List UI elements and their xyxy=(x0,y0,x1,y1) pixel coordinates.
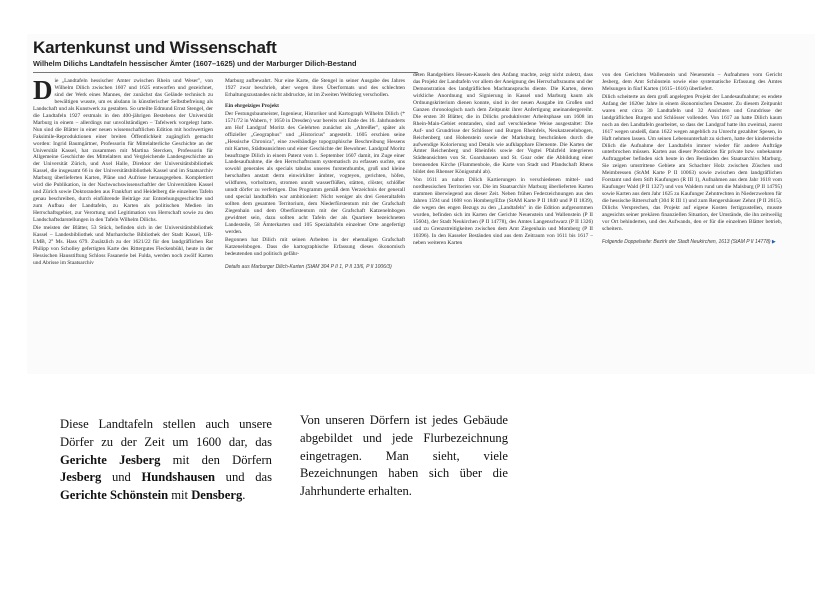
column-4-paragraph-1: von den Gerichten Wallenstein und Neuenstein – Aufnahmen vom Gericht Jesberg, dem Amt Schönstein sowie eine systematische Erfassung des Amtes Melsungen in fünf Karten (1615–1616) überliefert. xyxy=(602,72,782,92)
place-densberg: Densberg xyxy=(191,488,243,503)
next-page-caption: Folgende Doppelseite: Bezirk der Stadt Neukirchen, 1613 (StAM P II 14778) ▶ xyxy=(602,238,776,245)
place-jesberg: Jesberg xyxy=(60,470,102,485)
paragraph-buildings: Von unseren Dörfern ist jedes Gebäude abgebildet und jede Flurbezeichnung eingetragen. Man sieht, viele Bezeichnungen haben sich über die Jahrhunderte erhalten. xyxy=(300,413,508,499)
article-column-2 xyxy=(225,78,405,366)
arrow-right-icon: ▶ xyxy=(771,238,776,245)
image-caption: Details aus Marburger Dilich-Karten (StAM 304 P II 1, P II 13/6, P II 1006/3) xyxy=(225,263,392,270)
title-rule xyxy=(33,72,418,73)
article-column-1 xyxy=(33,78,213,366)
column-1-paragraph-2: Die meisten der Blätter, 53 Stück, befinden sich in der Universitätsbibliothek Kassel – Landesbibliothek und Murhardsche Bibliothek der Stadt Kassel, UB-LMB, 2° Ms. Hass 679. Zusätzlich zu der 1621/22 für den landgräflichen Rat Philipp von Scholley gefertigten Karte des Rittergutes Fleckenbühl, heute in der Hessischen Hausstiftung Schloss Fasanerie bei Fulda, werden noch zwölf Karten und Abrisse im Staatsarchiv xyxy=(33,225,213,266)
column-2-paragraph-3: Begonnen hat Dilich mit seinen Arbeiten in der ehemaligen Grafschaft Katzenelnbogen. Dass die kartographische Erfassung dieses ökonomisch bedeutenden und politisch gefähr- xyxy=(225,236,405,257)
article-column-3 xyxy=(413,72,593,368)
article-column-4 xyxy=(602,72,782,368)
column-2-paragraph-2: Der Festungsbaumeister, Ingenieur, Historiker und Kartograph Wilhelm Dilich (* 1571/72 in Wabern, † 1650 in Dresden) war bereits seit Ende des 16. Jahrhunderts am Hof Landgraf Moritz des Gelehrten zunächst als „Abreißer", später als offizieller „Geographus" und „Historicus" angestellt. 1605 erschien seine „Hessische Chronica", eine zweibändige topographische Beschreibung Hessens mit Karten, Städteansichten und einer Geschichte der Bewohner. Landgraf Moritz beauftragte Dilich in einem Patent vom 1. September 1607 damit, im Zuge einer Landesaufnahme, die den Herrschaftsraum systematisch zu erfassen suchte, uns sowohl generales als specials tabulas unseres furstenthumbs, groß und kleine herschaften anstatt derm einwirkliter ämbter, vogteyen, gerichten, höfen, wildfuren, vorholtzern, stromen unndt wasserflüßen, stätten, clöster, schlößer unndt dörfer zu verfertigen. Das Programm gemäß dem Verzeichnis der generall und special landtaffeln war ambitioniert: Nicht weniger als drei Generaltafeln sollten dem gesamten Territorium, dem Niederfürstentum mit der Grafschaft Ziegenhain und dem Oberfürstentum mit der Grafschaft Katzenelnbogen gewidmet sein, dazu sollten acht Tafeln der als Quartiere bezeichneten Landesteile, 58 Ämterkarten und 105 Spezialtafeln einzelner Orte angefertigt werden. xyxy=(225,110,405,236)
article-subtitle: Wilhelm Dilichs Landtafeln hessischer Ämter (1607–1625) und der Marburger Dilich-Bestand xyxy=(33,59,357,68)
place-hundshausen: Hundshausen xyxy=(141,470,215,485)
place-gerichte-schoenstein: Gerichte Schönstein xyxy=(60,488,169,503)
drop-cap: D xyxy=(33,78,53,105)
column-4-paragraph-2: Dilich scheiterte an dem groß angelegten Projekt der Landesaufnahme; es endete Anfang der 1620er Jahre in einem ökonomischen Desaster. Zu diesem Zeitpunkt waren erst circa 30 Landtafeln und 32 Ansichten und Grundrisse der landgräflichen Burgen und Schlösser vollendet. Von 1617 an hatte Dilich kaum noch an den Landtafeln gearbeitet, so dass der Landgraf hatte ihn zweimal, zuerst 1617 wegen unsleiß, dann 1622 wegen angeblich zu Unrecht gezahlter Spesen, in Haft nehmen lassen. Um seinen Lebensunterhalt zu sichern, hatte der kinderreiche Dilich die Aufnahme der Landtafeln immer wieder für andere Aufträge unterbrochen müssen. Karten aus dieser Produktion für private bzw. unbekannte Auftraggeber befinden sich heute in den Beständen des Staatsarchivs Marburg. Sie zeigen umstrittene Gebiete am Schachter Holz zwischen Züschen und Meimbressen (StAM Karte P II 10063) sowie zwischen dem landgräflichen Forstamt und dem Stift Kaufungen (R III 1), Aufnahmen aus dem Jahr 1618 vom Kaufunger Wald (P II 1327) und von Waldern rund um die Malsburg (P II 14795) sowie Karten aus dem Jahr 1625 zu Kaufunger Zehntrechten in Niederzwehren für die hessische Ritterschaft (304 R III 1) und zum Rengershäuser Zehnt (P II 2615). Dilichs Versprechen, das Projekt auf eigene Kosten fertigzustellen, musste angesichts seiner prekären finanziellen Situation, der Umstände, die ihn zeitweilig vor Ort behinderten, und des Aufwands, den er für die einzelnen Blätter betrieb, scheitern. xyxy=(602,93,782,232)
column-1-paragraph-1: Die „Landtafeln hessischer Ämter zwischen Rhein und Weser", von Wilhelm Dilich zwischen 1607 und 1625 entworfen und gezeichnet, sind der Werk eines Mannes, der zunächst das Gelände technisch zu bewältigen wusste, um es alsdann in künstlerischer Selbstbefreiung als Landschaft und als Kunstwerk zu gestalten. So urteilte Edmund Ernst Stengel, der die Landtafeln 1927 erstmals in den 400-jährigen Bestehens der Universität Marburg in einem – allerdings nur unvollständigen – Tafelwerk vorgelegt hatte. Nun sind die Blätter in einer neuen wissenschaftlichen Edition mit hochwertigen Faksimile-Reproduktionen einer breiten Öffentlichkeit zugänglich gemacht worden: Ingrid Baumgärtner, Professorin für Mittelalterliche Geschichte an der Universität Kassel, hat zusammen mit Martina Stercken, Professorin für Allgemeine Geschichte des Mittelalters und Vergleichende Landesgeschichte an der Universität Zürich, und Axel Halle, Direktor der Universitätsbibliothek Kassel, die insgesamt 66 in der Universitätsbibliothek Kassel und im Staatsarchiv Marburg überlieferten Karten, Pläne und Aufrisse herausgegeben. Komplettiert wird die Publikation, in der Nachwuchswissenschaftler der Universitäten Kassel und Zürich sowie Doktoranden aus Frankfurt und Heidelberg die einzelnen Tafeln genau beschreiben, durch einführende Beiträge zur Entstehungsgeschichte und zum Aufbau der Landtafeln, zu Karten als politischen Medien im Herrschaftsgebiet, zur Verortung und Legitimation von Herrschaft sowie zu den Landschaftsdarstellungen in den Tafeln Wilhelm Dilichs. xyxy=(33,78,213,224)
column-2-paragraph-1: Marburg aufbewahrt. Nur eine Karte, die Stengel in seiner Ausgabe des Jahres 1927 zwar beschrieb, aber wegen ihres Überformats und des schlechten Erhaltungszustandes nicht abdruckte, ist im Zweiten Weltkrieg verschollen. xyxy=(225,78,405,98)
paragraph-villages: Diese Landtafeln stellen auch unsere Dörfer zu der Zeit um 1600 dar, das Gerichte Jesberg mit den Dörfern Jesberg und Hundshausen und das Gerichte Schönstein mit Densberg. xyxy=(60,417,272,503)
article-title: Kartenkunst und Wissenschaft xyxy=(33,38,277,57)
column-3-paragraph-2: Von 1611 an nahm Dilich Kartierungen in verschiedenen mittel- und nordhessischen Territorien vor. Die im Staatsarchiv Marburg überlieferten Karten stammen überwiegend aus dieser Zeit. Neben frühen Federzeichnungen aus den Jahren 1594 und 1608 von Homberg/Efze (StAM Karte P II 1840 und P II 1839), die wegen des engen Bezugs zu den „Landtafeln" in die Edition aufgenommen wurden, befinden sich im Karten der Gerichte Neuenstein und Wallenstein (P II 15604), der Stadt Neukirchen (P II 14778), des Amtes Langenschwarz (P II 1326) und zu Grenzstreitigkeiten zwischen dem Amt Ziegenhain und Momberg (P II 10396). In den Kasseler Beständen sind aus dem Zeitraum von 1611 bis 1617 – neben weiteren Karten xyxy=(413,177,593,246)
place-gerichte-jesberg: Gerichte Jesberg xyxy=(60,452,161,467)
column-3-paragraph-1: deten Randgebiets Hessen-Kassels den Anfang machte, zeigt nicht zuletzt, dass das Projekt der Landtafeln vor allem der Aneignung des Herrschaftsraums und der Demonstration des landgräflichen Machtanspruchs diente. Die Karten, deren wirkliche Anordnung und Signierung in Kassel und Marburg kaum als Ordnungskriterium dienen konnte, sind in der neuen Ausgabe im Großen und Ganzen chronologisch nach dem Zeitpunkt ihrer Anfertigung aneinandergereiht. Die ersten 38 Blätter, die in Dilichs produktivster Arbeitsphase um 1608 im Rhein-Main-Gebiet entstanden, sind auf verschiedene Weise ausgestaltet: Die Auf- und Grundrisse der Schlösser und Burgen Rheinfels, Neukatzenelnbogen, Reichenberg und Hohenstein sowie der Marksburg beschränken durch die aufwendige Kolorierung und Details wie aufklappbare Elemente. Die Karten der Ämter Reichenberg und Rheinfels sowie der Vogtei Pfalzfeld integrieren Städteansichten von St. Goarshausen und St. Goar oder die Abbildung einer brennenden Kirche (Flammenbole, die Karte von Stadt und Pfandschaft Rhens bildet den Rhenser Königsstuhl ab). xyxy=(413,72,593,176)
section-heading: Ein ehrgeiziges Projekt xyxy=(225,102,279,109)
scanned-article xyxy=(27,34,815,374)
